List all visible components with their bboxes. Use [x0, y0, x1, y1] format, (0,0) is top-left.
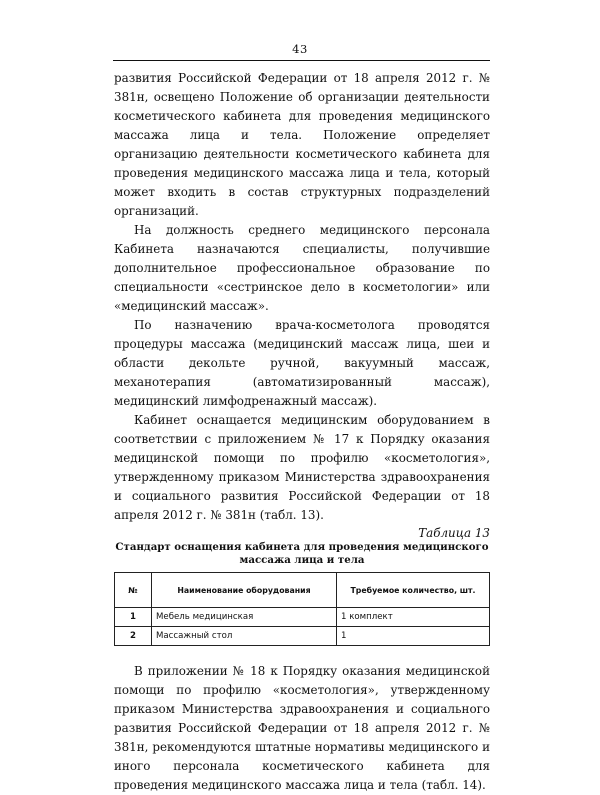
- header-number: №: [115, 573, 152, 608]
- paragraph-continuation: развития Российской Федерации от 18 апреля 2012 г. № 381н, освещено Положение об организации деятельности косметического кабинета для проведения медицинского массажа лица и тела. Положение определяет организацию деятельности косметического кабинета для проведения медицинского массажа лица и тела, который может входить в состав структурных подразделений организаций.: [114, 71, 490, 218]
- header-equipment-name: Наименование оборудования: [152, 573, 337, 608]
- row-equipment-name: Мебель медицинская: [152, 608, 337, 627]
- table-row: [115, 608, 490, 627]
- paragraph-staffing: В приложении № 18 к Порядку оказания медицинской помощи по профилю «косметология», утвержденному приказом Министерства здравоохранения и социального развития Российской Федерации от 18 апреля 2012 г. № 381н, рекомендуются штатные нормативы медицинского и иного персонала косметического кабинета для проведения медицинского массажа лица и тела (табл. 14).: [114, 664, 490, 792]
- row-equipment-name: Массажный стол: [152, 627, 337, 646]
- page-content: [114, 69, 490, 795]
- header-rule: [113, 60, 490, 61]
- table-title: Стандарт оснащения кабинета для проведения медицинского массажа лица и тела: [115, 541, 489, 566]
- table-label: Таблица 13: [418, 526, 490, 540]
- paragraph-equipment: Кабинет оснащается медицинским оборудованием в соответствии с приложением № 17 к Порядку оказания медицинской помощи по профилю «косметология», утвержденному приказом Министерства здравоохранения и социального развития Российской Федерации от 18 апреля 2012 г. № 381н (табл. 13).: [114, 413, 490, 522]
- table-header-row: [115, 573, 490, 608]
- row-number: 2: [115, 627, 152, 646]
- paragraph-procedures: По назначению врача-косметолога проводятся процедуры массажа (медицинский массаж лица, шеи и области декольте ручной, вакуумный массаж, механотерапия (автоматизированный массаж), медицинский лимфодренажный массаж).: [114, 318, 490, 408]
- row-number: 1: [115, 608, 152, 627]
- row-quantity: 1: [337, 627, 490, 646]
- header-quantity: Требуемое количество, шт.: [337, 573, 490, 608]
- equipment-table: [114, 572, 490, 646]
- paragraph-staff: На должность среднего медицинского персонала Кабинета назначаются специалисты, получившие дополнительное профессиональное образование по специальности «сестринское дело в косметологии» или «медицинский массаж».: [114, 223, 490, 313]
- row-quantity: 1 комплект: [337, 608, 490, 627]
- page-number: 43: [292, 42, 308, 56]
- table-row: [115, 627, 490, 646]
